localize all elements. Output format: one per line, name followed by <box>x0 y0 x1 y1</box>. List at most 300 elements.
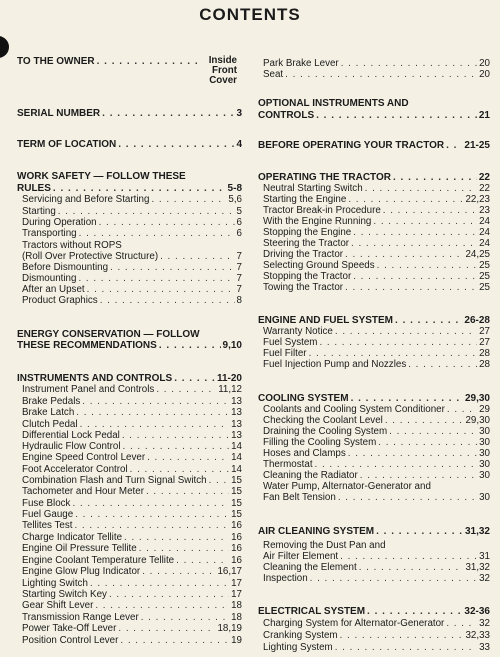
dot-leader <box>102 108 234 119</box>
toc-entry-title: Cleaning the Element <box>263 562 357 573</box>
toc-entry-title: CONTROLS <box>258 110 315 121</box>
toc-section-heading <box>258 315 490 326</box>
dot-leader <box>353 271 477 282</box>
toc-entry <box>17 612 242 623</box>
toc-page-number: 16 <box>231 532 242 543</box>
toc-section-heading <box>258 98 490 109</box>
toc-page-number: 25 <box>479 260 490 271</box>
toc-page-number: 3 <box>236 108 242 119</box>
dot-leader <box>142 566 215 577</box>
toc-entry-title: Fuel Injection Pump and Nozzles <box>263 359 407 370</box>
toc-page-number: 31 <box>479 551 490 562</box>
dot-leader <box>351 393 463 404</box>
dot-leader <box>147 452 229 463</box>
dot-leader <box>78 273 234 284</box>
toc-entry <box>17 217 242 228</box>
toc-entry <box>17 407 242 418</box>
toc-page-number: 28 <box>479 359 490 370</box>
toc-entry-title: ENGINE AND FUEL SYSTEM <box>258 315 394 326</box>
toc-entry-title: RULES <box>17 183 51 194</box>
toc-entry <box>17 441 242 452</box>
dot-leader <box>353 227 477 238</box>
toc-entry <box>258 260 490 271</box>
dot-leader <box>97 56 198 67</box>
toc-page-number: 16 <box>231 543 242 554</box>
toc-entry-title: Thermostat <box>263 459 313 470</box>
toc-entry-title: OPERATING THE TRACTOR <box>258 172 391 183</box>
toc-entry-title: During Operation <box>22 217 97 228</box>
toc-entry <box>17 578 242 589</box>
dot-leader <box>348 194 463 205</box>
dot-leader <box>123 441 230 452</box>
dot-leader <box>377 260 477 271</box>
toc-entry-title: Coolants and Cooling System Conditioner <box>263 404 445 415</box>
dot-leader <box>376 526 463 537</box>
toc-page-number: 15 <box>231 475 242 486</box>
dot-leader <box>82 396 229 407</box>
toc-entry <box>258 183 490 194</box>
dot-leader <box>110 262 235 273</box>
toc-entry <box>258 227 490 238</box>
toc-entry-title: Lighting System <box>263 642 333 653</box>
toc-entry <box>258 573 490 584</box>
dot-leader <box>309 348 478 359</box>
dot-leader <box>87 284 235 295</box>
toc-entry <box>258 282 490 293</box>
toc-entry-title: Tellites Test <box>22 520 73 531</box>
dot-leader <box>58 206 235 217</box>
toc-section-heading <box>17 171 242 182</box>
toc-entry-title: Dismounting <box>22 273 77 284</box>
toc-page-number: 18,19 <box>217 623 242 634</box>
dot-leader <box>174 373 215 384</box>
toc-page-number: 16 <box>231 520 242 531</box>
toc-page-number: 5 <box>236 206 242 217</box>
dot-leader <box>72 498 229 509</box>
toc-entry-title: Starting <box>22 206 56 217</box>
toc-page-number: 24,25 <box>465 249 490 260</box>
toc-section-heading <box>258 393 490 404</box>
toc-entry <box>17 295 242 306</box>
toc-page-number: 25 <box>479 282 490 293</box>
dot-leader <box>141 612 229 623</box>
dot-leader <box>310 573 477 584</box>
dot-leader <box>99 217 235 228</box>
toc-page-number: 16 <box>231 555 242 566</box>
toc-entry-title: TERM OF LOCATION <box>17 139 117 150</box>
toc-entry-title: Product Graphics <box>22 295 98 306</box>
toc-page-number: 15 <box>231 486 242 497</box>
toc-entry-title: Hoses and Clamps <box>263 448 346 459</box>
toc-entry-title: Stopping the Tractor <box>263 271 352 282</box>
toc-entry-title: Checking the Coolant Level <box>263 415 383 426</box>
toc-page-number: 13 <box>231 407 242 418</box>
toc-line: Removing the Dust Pan and <box>263 540 386 551</box>
toc-section-heading <box>258 140 490 151</box>
toc-entry-title: Tachometer and Hour Meter <box>22 486 144 497</box>
toc-entry <box>17 396 242 407</box>
toc-entry <box>17 251 242 262</box>
toc-page-number: 18 <box>231 612 242 623</box>
toc-entry-title: With the Engine Running <box>263 216 372 227</box>
toc-entry <box>258 359 490 370</box>
toc-page-number: 24 <box>479 216 490 227</box>
toc-entry <box>258 459 490 470</box>
dot-leader <box>118 139 234 150</box>
dot-leader <box>340 630 464 641</box>
toc-entry <box>17 635 242 646</box>
toc-page-number: 29,30 <box>465 415 490 426</box>
toc-entry <box>17 589 242 600</box>
toc-entry-title: TO THE OWNER <box>17 56 95 67</box>
toc-entry <box>258 426 490 437</box>
dot-leader <box>315 459 478 470</box>
toc-page-number: 32,33 <box>465 630 490 641</box>
dot-leader <box>176 555 229 566</box>
toc-page-number: 30 <box>479 437 490 448</box>
toc-page-number: 14 <box>231 464 242 475</box>
dot-leader <box>345 282 477 293</box>
toc-page-number: 7 <box>236 273 242 284</box>
toc-entry-title: After an Upset <box>22 284 85 295</box>
dot-leader <box>373 216 477 227</box>
dot-leader <box>389 426 477 437</box>
toc-entry-title: Inspection <box>263 573 308 584</box>
dot-leader <box>118 623 215 634</box>
toc-page-number: 9,10 <box>222 340 242 351</box>
toc-entry-title: Filling the Cooling System <box>263 437 377 448</box>
dot-leader <box>335 326 477 337</box>
toc-page-number: 4 <box>236 139 242 150</box>
toc-entry-title: Position Control Lever <box>22 635 119 646</box>
toc-entry-title: Brake Pedals <box>22 396 81 407</box>
toc-entry-title: Power Take-Off Lever <box>22 623 117 634</box>
toc-page-number: 17 <box>231 589 242 600</box>
toc-page-number: 13 <box>231 430 242 441</box>
dot-leader <box>338 492 477 503</box>
toc-entry <box>258 618 490 629</box>
toc-page-number: 25 <box>479 271 490 282</box>
toc-page-number: 22 <box>478 172 490 183</box>
dot-leader <box>80 419 230 430</box>
toc-entry-title: COOLING SYSTEM <box>258 393 349 404</box>
toc-entry <box>17 262 242 273</box>
toc-page-number: 23 <box>479 205 490 216</box>
toc-page-number: 22 <box>479 183 490 194</box>
toc-entry-title: Warranty Notice <box>263 326 333 337</box>
dot-leader <box>130 464 229 475</box>
toc-entry <box>258 551 490 562</box>
toc-entry-title: Instrument Panel and Controls <box>22 384 155 395</box>
toc-page-number: 32 <box>479 618 490 629</box>
dot-leader <box>359 562 464 573</box>
toc-entry <box>258 562 490 573</box>
dot-leader <box>385 415 464 426</box>
toc-entry <box>258 69 490 80</box>
toc-entry <box>258 194 490 205</box>
toc-entry <box>17 273 242 284</box>
dot-leader <box>100 295 235 306</box>
toc-entry-title: THESE RECOMMENDATIONS <box>17 340 157 351</box>
toc-entry <box>258 271 490 282</box>
toc-page-number: 30 <box>479 492 490 503</box>
toc-page-number: 13 <box>231 419 242 430</box>
toc-page-number: 29,30 <box>464 393 490 404</box>
dot-leader <box>122 430 229 441</box>
dot-leader <box>76 407 229 418</box>
toc-entry <box>258 630 490 641</box>
toc-entry-title: Brake Latch <box>22 407 75 418</box>
toc-entry-title: Starting the Engine <box>263 194 347 205</box>
toc-section-heading <box>17 329 242 340</box>
dot-leader <box>447 404 477 415</box>
toc-entry <box>258 437 490 448</box>
toc-entry <box>258 415 490 426</box>
toc-entry-title: Charge Indicator Tellite <box>22 532 123 543</box>
toc-page-number: 20 <box>479 69 490 80</box>
toc-entry-title: Air Filter Element <box>263 551 339 562</box>
toc-page-number: 18 <box>231 600 242 611</box>
toc-entry-title: Differential Lock Pedal <box>22 430 120 441</box>
toc-entry-title: Charging System for Alternator-Generator <box>263 618 445 629</box>
toc-page-number: 29 <box>479 404 490 415</box>
dot-leader <box>151 194 226 205</box>
dot-leader <box>348 448 477 459</box>
toc-entry-title: SERIAL NUMBER <box>17 108 101 119</box>
toc-page-number: 31,32 <box>464 526 490 537</box>
toc-entry-title: Foot Accelerator Control <box>22 464 128 475</box>
toc-page-number: 24 <box>479 227 490 238</box>
toc-page-number: 15 <box>231 509 242 520</box>
toc-entry <box>17 452 242 463</box>
dot-leader <box>378 437 477 448</box>
toc-entry-title: Clutch Pedal <box>22 419 78 430</box>
toc-entry-title: WORK SAFETY — FOLLOW THESE <box>17 171 186 182</box>
toc-entry-title: Driving the Tractor <box>263 249 344 260</box>
toc-entry <box>17 623 242 634</box>
toc-entry-title: ELECTRICAL SYSTEM <box>258 606 366 617</box>
dot-leader <box>395 315 462 326</box>
toc-entry <box>258 337 490 348</box>
toc-page-number: 5,6 <box>228 194 242 205</box>
toc-entry-title: ENERGY CONSERVATION — FOLLOW <box>17 329 200 340</box>
toc-entry-title: Selecting Ground Speeds <box>263 260 375 271</box>
toc-entry-title: Neutral Starting Switch <box>263 183 363 194</box>
toc-page-number: 11-20 <box>216 373 242 384</box>
toc-entry <box>17 475 242 486</box>
toc-page-number: 33 <box>479 642 490 653</box>
toc-entry-title: Before Dismounting <box>22 262 109 273</box>
toc-entry-title: Seat <box>263 69 284 80</box>
toc-page-number: 15 <box>231 498 242 509</box>
binder-hole-mark <box>0 36 9 58</box>
toc-section-heading <box>17 108 242 119</box>
toc-entry <box>17 430 242 441</box>
toc-entry-title: Fan Belt Tension <box>263 492 336 503</box>
toc-entry-title: Transmission Range Lever <box>22 612 139 623</box>
toc-entry-title: Starting Switch Key <box>22 589 107 600</box>
toc-entry <box>258 205 490 216</box>
toc-section-heading <box>258 526 490 537</box>
toc-page-number: 27 <box>479 326 490 337</box>
toc-entry-title: Park Brake Lever <box>263 58 339 69</box>
toc-page-number: 28 <box>479 348 490 359</box>
toc-section-heading <box>17 139 242 150</box>
toc-page-number: 30 <box>479 459 490 470</box>
toc-entry <box>17 419 242 430</box>
toc-entry <box>258 470 490 481</box>
toc-line: Water Pump, Alternator-Generator and <box>263 481 431 492</box>
toc-page-number: 7 <box>236 284 242 295</box>
dot-leader <box>365 183 477 194</box>
dot-leader <box>109 589 229 600</box>
toc-page-number: 21-25 <box>464 140 490 151</box>
toc-page-number: 24 <box>479 238 490 249</box>
dot-leader <box>95 600 229 611</box>
toc-entry <box>17 600 242 611</box>
dot-leader <box>75 509 229 520</box>
toc-page-number: 32-36 <box>464 606 490 617</box>
toc-entry <box>258 238 490 249</box>
toc-line: Tractors without ROPS <box>22 240 122 251</box>
toc-entry-title: Fuel Gauge <box>22 509 74 520</box>
dot-leader <box>408 359 477 370</box>
dot-leader <box>393 172 477 183</box>
toc-section-heading <box>258 172 490 183</box>
toc-entry <box>17 194 242 205</box>
owner-page-line: Front <box>211 65 237 76</box>
dot-leader <box>90 578 229 589</box>
toc-page-number: 19 <box>231 635 242 646</box>
toc-page-number: 30 <box>479 448 490 459</box>
toc-entry-title: OPTIONAL INSTRUMENTS AND <box>258 98 409 109</box>
toc-entry-title: Cranking System <box>263 630 338 641</box>
toc-entry-title: Transporting <box>22 228 77 239</box>
toc-page-number: 26-28 <box>464 315 490 326</box>
toc-section-heading <box>17 373 242 384</box>
toc-entry <box>17 555 242 566</box>
toc-entry-title: Lighting Switch <box>22 578 88 589</box>
toc-entry-title: Engine Coolant Temperature Tellite <box>22 555 175 566</box>
toc-entry-title: Engine Speed Control Lever <box>22 452 146 463</box>
dot-leader <box>159 340 221 351</box>
dot-leader <box>446 140 462 151</box>
dot-leader <box>360 470 477 481</box>
toc-entry <box>258 216 490 227</box>
toc-page-number: 17 <box>231 578 242 589</box>
toc-entry <box>258 249 490 260</box>
toc-entry-title: Combination Flash and Turn Signal Switch <box>22 475 207 486</box>
toc-entry <box>258 448 490 459</box>
toc-entry <box>17 543 242 554</box>
toc-entry <box>17 284 242 295</box>
toc-entry <box>17 498 242 509</box>
toc-entry-title: Engine Glow Plug Indicator <box>22 566 141 577</box>
dot-leader <box>74 520 229 531</box>
toc-page-number: 27 <box>479 337 490 348</box>
owner-page-ref <box>200 56 237 86</box>
toc-page-number: 13 <box>231 396 242 407</box>
toc-entry-title: Steering the Tractor <box>263 238 350 249</box>
dot-leader <box>209 475 229 486</box>
dot-leader <box>316 110 477 121</box>
toc-page-number: 21 <box>478 110 490 121</box>
owner-page-line: Inside <box>208 55 237 66</box>
toc-page-number: 16,17 <box>217 566 242 577</box>
toc-section-heading <box>258 110 490 121</box>
dot-leader <box>285 69 477 80</box>
toc-entry-title: Fuel Filter <box>263 348 307 359</box>
toc-section-heading <box>258 606 490 617</box>
toc-entry-title: Servicing and Before Starting <box>22 194 150 205</box>
toc-entry <box>17 228 242 239</box>
toc-entry <box>17 509 242 520</box>
dot-leader <box>139 543 229 554</box>
toc-page-number: 31,32 <box>465 562 490 573</box>
toc-page-number: 7 <box>236 251 242 262</box>
toc-page-number: 30 <box>479 470 490 481</box>
toc-entry <box>258 58 490 69</box>
toc-page-number: 11,12 <box>218 384 242 395</box>
dot-leader <box>335 642 477 653</box>
dot-leader <box>367 606 462 617</box>
toc-page-number: 20 <box>479 58 490 69</box>
toc-page-number: 5-8 <box>227 183 242 194</box>
page-title: CONTENTS <box>199 5 301 24</box>
toc-entry <box>17 206 242 217</box>
toc-page-number: 6 <box>236 228 242 239</box>
toc-page-number: 30 <box>479 426 490 437</box>
dot-leader <box>351 238 477 249</box>
toc-entry <box>258 404 490 415</box>
toc-page-number: 14 <box>231 441 242 452</box>
dot-leader <box>341 58 477 69</box>
toc-entry <box>17 384 242 395</box>
toc-entry <box>17 486 242 497</box>
toc-page-number: 14 <box>231 452 242 463</box>
dot-leader <box>345 249 463 260</box>
toc-entry-title: (Roll Over Protective Structure) <box>22 251 159 262</box>
dot-leader <box>156 384 216 395</box>
toc-entry-title: Stopping the Engine <box>263 227 352 238</box>
toc-entry-title: Draining the Cooling System <box>263 426 388 437</box>
toc-entry-title: Cleaning the Radiator <box>263 470 358 481</box>
dot-leader <box>446 618 477 629</box>
toc-section-heading <box>17 183 242 194</box>
toc-entry <box>258 348 490 359</box>
toc-page-number: 7 <box>236 262 242 273</box>
toc-entry-title: INSTRUMENTS AND CONTROLS <box>17 373 173 384</box>
toc-entry-title: Tractor Break-in Procedure <box>263 205 381 216</box>
toc-entry <box>17 520 242 531</box>
toc-entry <box>17 532 242 543</box>
toc-entry <box>17 464 242 475</box>
toc-entry <box>258 642 490 653</box>
dot-leader <box>120 635 229 646</box>
toc-entry-title: Towing the Tractor <box>263 282 344 293</box>
toc-page-number: 8 <box>236 295 242 306</box>
dot-leader <box>146 486 229 497</box>
toc-entry-title: Engine Oil Pressure Tellite <box>22 543 137 554</box>
toc-entry-title: Fuse Block <box>22 498 71 509</box>
dot-leader <box>383 205 477 216</box>
toc-page-number: 6 <box>236 217 242 228</box>
toc-entry <box>17 566 242 577</box>
toc-entry-title: Gear Shift Lever <box>22 600 94 611</box>
toc-page-number: 32 <box>479 573 490 584</box>
dot-leader <box>340 551 477 562</box>
toc-entry-title: Fuel System <box>263 337 318 348</box>
